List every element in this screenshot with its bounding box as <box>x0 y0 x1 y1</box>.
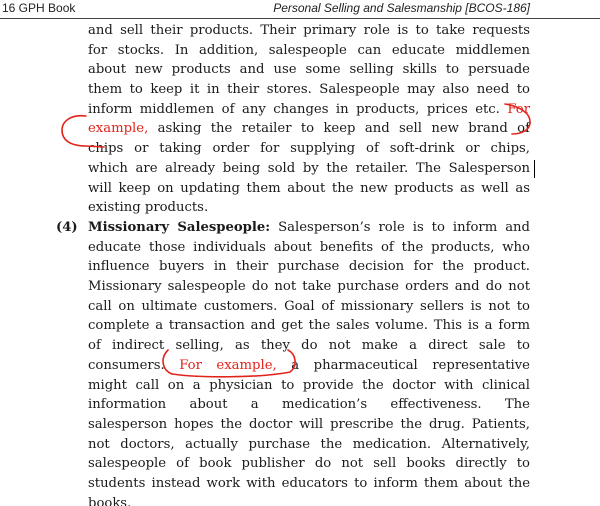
text-line: books. <box>88 495 132 506</box>
text-line: influence buyers in their purchase decision for the product. <box>88 259 530 275</box>
text-line: existing products. <box>88 200 209 216</box>
list-item-number: (4) <box>56 220 78 235</box>
text-line: Missionary salespeople do not take purchase orders and do not <box>88 279 530 295</box>
list-item-body <box>88 218 530 506</box>
header-course-title: Personal Selling and Salesmanship [BCOS-186] <box>273 1 530 15</box>
text-line: about new products and use some selling skills to persuade <box>88 62 530 78</box>
text-line <box>88 356 530 376</box>
text-line <box>88 100 530 120</box>
text-line: for stocks. In addition, salespeople can educate middlemen <box>88 42 530 58</box>
text-segment: inform middlemen of any changes in products, prices etc. <box>88 101 508 117</box>
text-line: complete a transaction and get the sales volume. This is a form <box>88 318 530 334</box>
text-segment: Salesperson’s role is to inform and <box>270 220 530 235</box>
text-line: will keep on updating them about the new products as well as <box>88 180 530 196</box>
text-line <box>88 218 530 238</box>
text-line: and sell their products. Their primary role is to take requests <box>88 23 530 38</box>
text-line: students instead work with educators to inform them about the <box>88 475 530 491</box>
text-line: which are already being sold by the retailer. The Salesperson <box>88 160 530 176</box>
text-line: information about a medication’s effectiveness. The <box>88 397 530 413</box>
highlight-for-example-text: For example, <box>179 357 277 373</box>
text-line: educate those individuals about benefits of the products, who <box>88 239 530 255</box>
text-segment: consumers. <box>88 357 180 373</box>
text-line: salespeople of book publisher do not sell books directly to <box>88 456 530 472</box>
highlight-example-text: example, <box>88 121 149 137</box>
highlight-for-text: For <box>507 101 530 117</box>
text-line: might call on a physician to provide the doctor with clinical <box>88 377 530 393</box>
header-book-label: 16 GPH Book <box>2 1 76 15</box>
text-line: not doctors, actually purchase the medication. Alternatively, <box>88 436 530 452</box>
text-segment: asking the retailer to keep and sell new brand of <box>148 121 530 137</box>
text-segment: a pharmaceutical representative <box>276 357 530 373</box>
text-line: salesperson hopes the doctor will prescribe the drug. Patients, <box>88 416 530 432</box>
text-line: chips or taking order for supplying of soft-drink or chips, <box>88 141 530 157</box>
paragraph-continued <box>88 21 530 218</box>
text-cursor <box>534 160 535 178</box>
page-header <box>0 0 600 19</box>
item-title: Missionary Salespeople: <box>88 220 271 235</box>
text-line: them to keep it in their stores. Salespeople may also need to <box>88 82 530 98</box>
text-line <box>88 119 530 139</box>
text-line: of indirect selling, as they do not make a direct sale to <box>88 338 530 354</box>
text-line: call on ultimate customers. Goal of missionary sellers is not to <box>88 298 530 314</box>
